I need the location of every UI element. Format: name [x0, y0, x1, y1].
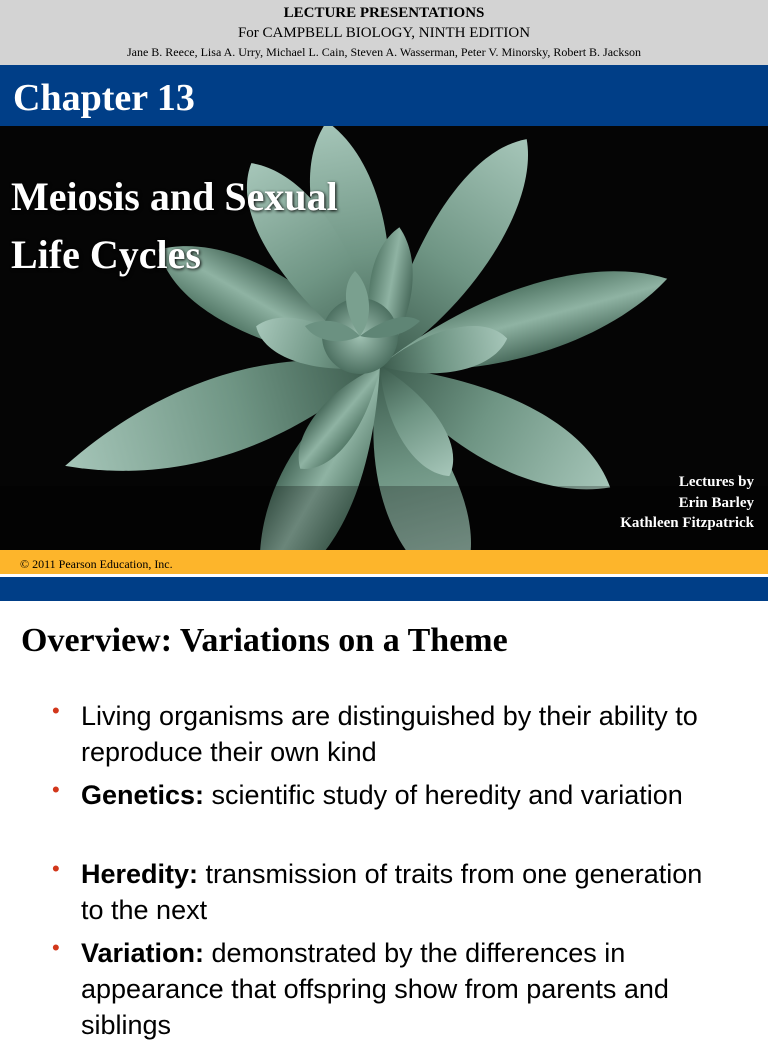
bullet-icon: • [52, 698, 60, 723]
chapter-number: Chapter 13 [13, 77, 195, 119]
textbook-edition-label: For CAMPBELL BIOLOGY, NINTH EDITION [237, 25, 531, 41]
copyright-band [0, 550, 768, 574]
slide-title-line-1: Meiosis and Sexual [11, 174, 338, 219]
bullet-icon: • [52, 935, 60, 960]
lecturer-name: Kathleen Fitzpatrick [620, 515, 754, 531]
slide-title [11, 168, 338, 284]
slide-title-line-2: Life Cycles [11, 232, 201, 277]
bullet-description: transmission of traits from one generation to the next [81, 859, 703, 925]
bullet-text [81, 856, 721, 928]
copyright-notice: © 2011 Pearson Education, Inc. [20, 557, 173, 571]
bullet-text [81, 777, 721, 813]
bullet-term: Heredity: [81, 859, 199, 889]
bullet-description: scientific study of heredity and variation [204, 780, 683, 810]
slide-top-bar [0, 577, 768, 601]
bullet-icon: • [52, 856, 60, 881]
bullet-text [81, 698, 721, 770]
bullet-term: Variation: [81, 938, 205, 968]
lecturers-credit [620, 472, 754, 534]
lecture-header-band [0, 0, 768, 65]
bullet-term: Genetics: [81, 780, 205, 810]
authors-line: Jane B. Reece, Lisa A. Urry, Michael L. Cain, Steven A. Wasserman, Peter V. Minorsky, Robert B. Jackson [126, 45, 642, 59]
chapter-band [0, 65, 768, 126]
bullet-icon: • [52, 777, 60, 802]
lecturer-name: Erin Barley [678, 494, 754, 511]
succulent-photo [0, 126, 768, 550]
lectures-by-label: Lectures by [678, 474, 754, 490]
bullet-description: Living organisms are distinguished by their ability to reproduce their own kind [81, 701, 698, 767]
bullet-text [81, 935, 721, 1043]
bullet-description: demonstrated by the differences in appearance that offspring show from parents and siblings [81, 938, 669, 1040]
overview-heading: Overview: Variations on a Theme [21, 622, 508, 659]
lecture-presentations-label: LECTURE PRESENTATIONS [283, 5, 485, 21]
